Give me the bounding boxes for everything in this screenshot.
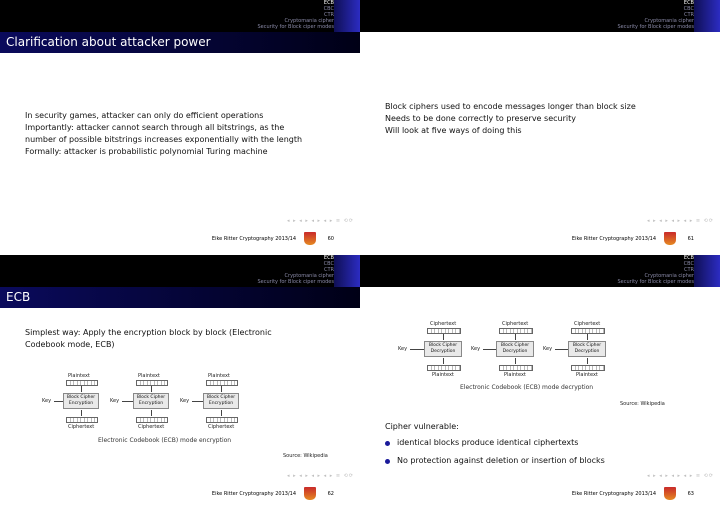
university-crest-icon [304, 232, 316, 245]
arrow [221, 410, 222, 416]
university-crest-icon [304, 487, 316, 500]
slide-footer [0, 470, 360, 510]
bit-block [427, 365, 461, 371]
source-note: Source: Wikipedia [283, 453, 328, 459]
arrow [443, 358, 444, 364]
ciphertext-label: Ciphertext [574, 321, 601, 327]
bit-block [427, 328, 461, 334]
plaintext-label: Plaintext [68, 373, 90, 379]
ciphertext-label: Ciphertext [502, 321, 529, 327]
nav-security[interactable]: Security for Block ciper modes [257, 279, 334, 285]
block-cipher-box: Block Cipher Encryption [203, 393, 239, 409]
arrow [587, 358, 588, 364]
nav-ecb[interactable]: ECB [683, 255, 694, 261]
slide-footer [360, 215, 720, 255]
slide-63 [360, 255, 720, 510]
plaintext-label: Plaintext [504, 372, 526, 378]
nav-accent [334, 255, 360, 287]
beamer-nav-icons[interactable]: ◂ ▸ ◂ ▸ ◂ ▸ ◂ ▸ ≡ ⟲⟳ [287, 218, 354, 224]
body-line: Block ciphers used to encode messages longer than block size [385, 102, 636, 111]
page-number: 63 [687, 491, 694, 497]
key-arrow [122, 401, 133, 402]
nav-security[interactable]: Security for Block ciper modes [617, 24, 694, 30]
frame-title: Clarification about attacker power [6, 35, 211, 49]
nav-ctr[interactable]: CTR [683, 12, 694, 18]
page-number: 61 [687, 236, 694, 242]
ecb-decryption-diagram [398, 321, 672, 401]
university-crest-icon [664, 487, 676, 500]
footer-text: Eike Ritter Cryptography 2013/14 [211, 236, 296, 242]
body-line: Needs to be done correctly to preserve security [385, 114, 576, 123]
nav-security[interactable]: Security for Block ciper modes [617, 279, 694, 285]
body-line: Will look at five ways of doing this [385, 126, 522, 135]
bit-block [499, 365, 533, 371]
bullet-icon [385, 441, 390, 446]
nav-ctr[interactable]: CTR [323, 267, 334, 273]
key-arrow [410, 349, 424, 350]
bit-block [206, 380, 238, 386]
plaintext-label: Plaintext [208, 373, 230, 379]
bit-block [136, 380, 168, 386]
bullet-text: No protection against deletion or insertion of blocks [397, 456, 605, 465]
key-arrow [192, 401, 203, 402]
arrow [587, 334, 588, 340]
nav-accent [694, 0, 720, 32]
arrow [81, 386, 82, 392]
block-cipher-box: Block Cipher Encryption [63, 393, 99, 409]
slide-60 [0, 0, 360, 255]
bit-block [136, 417, 168, 423]
arrow [81, 410, 82, 416]
slide-body [25, 110, 340, 158]
bullet-text: identical blocks produce identical ciphertexts [397, 438, 579, 447]
body-line: number of possible bitstrings increases exponentially with the length [25, 135, 303, 144]
ciphertext-label: Ciphertext [138, 424, 165, 430]
block-cipher-box: Block Cipher Decryption [424, 341, 462, 357]
page-number: 60 [327, 236, 334, 242]
nav-cbc[interactable]: CBC [683, 261, 694, 267]
bit-block [499, 328, 533, 334]
bullet-item [385, 455, 700, 467]
key-label: Key [471, 346, 481, 352]
frame-title-bar [0, 32, 360, 53]
diagram-caption: Electronic Codebook (ECB) mode decryption [460, 384, 594, 391]
nav-cbc[interactable]: CBC [323, 261, 334, 267]
body-line: In security games, attacker can only do efficient operations [25, 111, 264, 120]
bullet-item [385, 437, 700, 449]
bit-block [66, 380, 98, 386]
block-cipher-box: Block Cipher Decryption [568, 341, 606, 357]
frame-title-bar [0, 287, 360, 308]
diagram-caption: Electronic Codebook (ECB) mode encryption [98, 437, 232, 444]
body-line: Cipher vulnerable: [385, 422, 459, 431]
arrow [151, 386, 152, 392]
section-nav-bar [360, 255, 720, 287]
nav-ecb[interactable]: ECB [683, 0, 694, 6]
plaintext-label: Plaintext [432, 372, 454, 378]
nav-accent [694, 255, 720, 287]
nav-ctr[interactable]: CTR [683, 267, 694, 273]
nav-cryptomania[interactable]: Cryptomania cipher [644, 18, 694, 24]
nav-cbc[interactable]: CBC [323, 6, 334, 12]
block-cipher-box: Block Cipher Decryption [496, 341, 534, 357]
body-line: Codebook mode, ECB) [25, 340, 115, 349]
key-label: Key [42, 398, 52, 404]
slide-body [25, 327, 340, 351]
plaintext-label: Plaintext [138, 373, 160, 379]
key-arrow [483, 349, 496, 350]
ciphertext-label: Ciphertext [68, 424, 95, 430]
ciphertext-label: Ciphertext [208, 424, 235, 430]
bit-block [571, 328, 605, 334]
key-label: Key [543, 346, 553, 352]
university-crest-icon [664, 232, 676, 245]
key-label: Key [398, 346, 408, 352]
slide-footer [360, 470, 720, 510]
bit-block [206, 417, 238, 423]
arrow [443, 334, 444, 340]
beamer-nav-icons[interactable]: ◂ ▸ ◂ ▸ ◂ ▸ ◂ ▸ ≡ ⟲⟳ [287, 473, 354, 479]
nav-cbc[interactable]: CBC [683, 6, 694, 12]
beamer-nav-icons[interactable]: ◂ ▸ ◂ ▸ ◂ ▸ ◂ ▸ ≡ ⟲⟳ [647, 473, 714, 479]
key-arrow [54, 401, 63, 402]
arrow [221, 386, 222, 392]
nav-ctr[interactable]: CTR [323, 12, 334, 18]
footer-text: Eike Ritter Cryptography 2013/14 [211, 491, 296, 497]
slide-body [385, 101, 700, 137]
slide-footer [0, 215, 360, 255]
nav-ecb[interactable]: ECB [323, 0, 334, 6]
nav-ecb[interactable]: ECB [323, 255, 334, 261]
arrow [151, 410, 152, 416]
nav-cryptomania[interactable]: Cryptomania cipher [284, 18, 334, 24]
ecb-encryption-diagram [42, 373, 280, 458]
arrow [515, 334, 516, 340]
bit-block [571, 365, 605, 371]
source-note: Source: Wikipedia [620, 401, 665, 407]
footer-text: Eike Ritter Cryptography 2013/14 [571, 491, 656, 497]
footer-text: Eike Ritter Cryptography 2013/14 [571, 236, 656, 242]
block-cipher-box: Block Cipher Encryption [133, 393, 169, 409]
bullet-list [385, 437, 700, 467]
beamer-nav-icons[interactable]: ◂ ▸ ◂ ▸ ◂ ▸ ◂ ▸ ≡ ⟲⟳ [647, 218, 714, 224]
nav-accent [334, 0, 360, 32]
arrow [515, 358, 516, 364]
page-number: 62 [327, 491, 334, 497]
key-label: Key [180, 398, 190, 404]
key-arrow [555, 349, 568, 350]
section-nav-bar [360, 0, 720, 32]
slide-61 [360, 0, 720, 255]
nav-cryptomania[interactable]: Cryptomania cipher [644, 273, 694, 279]
body-line: Simplest way: Apply the encryption block by block (Electronic [25, 328, 272, 337]
key-label: Key [110, 398, 120, 404]
section-nav-bar [0, 0, 360, 32]
slide-62 [0, 255, 360, 510]
ciphertext-label: Ciphertext [430, 321, 457, 327]
slide-body [385, 421, 700, 473]
nav-cryptomania[interactable]: Cryptomania cipher [284, 273, 334, 279]
bit-block [66, 417, 98, 423]
body-line: Importantly: attacker cannot search through all bitstrings, as the [25, 123, 285, 132]
body-line: Formally: attacker is probabilistic polynomial Turing machine [25, 147, 268, 156]
nav-security[interactable]: Security for Block ciper modes [257, 24, 334, 30]
plaintext-label: Plaintext [576, 372, 598, 378]
bullet-icon [385, 459, 390, 464]
frame-title: ECB [6, 290, 31, 304]
section-nav-bar [0, 255, 360, 287]
